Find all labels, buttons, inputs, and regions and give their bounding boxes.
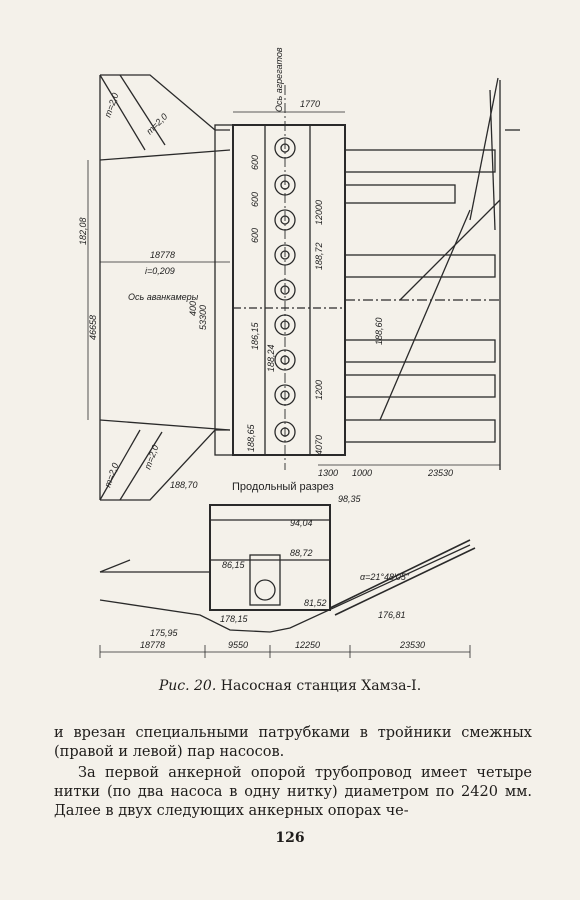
label-elev-94-04: 94,04: [290, 518, 313, 528]
section-title: Продольный разрез: [232, 481, 334, 493]
trash-rack-column: [215, 125, 233, 455]
label-angle: α=21°48'05": [360, 572, 409, 582]
label-dim-1000: 1000: [352, 468, 373, 478]
label-axis-units: Ось агрегатов: [274, 47, 284, 112]
label-dim-18778: 18778: [150, 250, 176, 260]
paragraph-2: За первой анкерной опорой трубопровод имеет четыре нитки (по два насоса в одну нитку) диаметром по 2420 мм. Далее в двух следующих анкерных опорах че-: [54, 765, 532, 819]
label-dim-1200: 1200: [314, 379, 324, 400]
plan-bottom-inner: [100, 420, 230, 430]
label-elev-188-70: 188,70: [170, 480, 198, 490]
label-elev-178-15: 178,15: [220, 614, 248, 624]
label-elev-188-60: 188,60: [374, 317, 384, 345]
label-section-dim-18778: 18778: [140, 640, 166, 650]
label-dim-600-c: 600: [250, 227, 260, 243]
slope-hatch-top-2: [120, 75, 165, 145]
label-slope-top-right: m=2,0: [144, 111, 170, 137]
label-elev-182-08: 182,08: [78, 217, 88, 245]
label-dim-12000: 12000: [314, 199, 324, 225]
label-elev-175-95: 175,95: [150, 628, 178, 638]
label-dim-23530: 23530: [428, 468, 454, 478]
label-axis-chamber: Ось аванкамеры: [128, 292, 199, 302]
figure-caption: [0, 678, 580, 694]
label-dim-4070: 4070: [314, 434, 324, 455]
label-elev-88-72: 88,72: [290, 548, 313, 558]
section-pump-volute: [255, 580, 275, 600]
body-text: [54, 724, 532, 821]
plan-top-inner: [100, 150, 230, 160]
label-elev-188-72: 188,72: [314, 242, 324, 270]
label-elev-86-15: 86,15: [222, 560, 245, 570]
label-elev-188-65: 188,65: [246, 424, 256, 452]
label-elev-188-24: 188,24: [266, 344, 276, 372]
section-slope-left: [100, 560, 130, 572]
label-section-dim-12250: 12250: [295, 640, 321, 650]
label-section-dim-23530: 23530: [400, 640, 426, 650]
label-elev-98-35: 98,35: [338, 494, 361, 504]
label-dim-53300: 53300: [198, 304, 208, 330]
label-dim-1300: 1300: [318, 468, 339, 478]
label-slope-top-left: m=2,0: [102, 91, 121, 119]
paragraph-1: и врезан специальными патрубками в тройники смежных (правой и левой) пар насосов.: [54, 725, 532, 760]
figure-number: Рис. 20.: [158, 678, 217, 694]
label-dim-46658: 46658: [88, 314, 98, 340]
label-elev-81-52: 81,52: [304, 598, 327, 608]
label-slope-bottom: m=2,0: [142, 443, 161, 471]
slope-hatch-bottom-2: [120, 432, 162, 500]
discharge-pipelines: [345, 78, 520, 470]
label-dim-1770: 1770: [300, 99, 321, 109]
section-canal-bed: [100, 545, 470, 632]
label-section-dim-9550: 9550: [228, 640, 249, 650]
label-dim-600-b: 600: [250, 191, 260, 207]
label-dim-400: 400: [188, 300, 198, 316]
label-elev-176-81: 176,81: [378, 610, 406, 620]
label-slope-bottom-left: m=2,0: [102, 461, 121, 489]
plan-view: [88, 75, 520, 500]
label-elev-186-15: 186,15: [250, 322, 260, 350]
figure-title: Насосная станция Хамза-I.: [220, 678, 422, 694]
label-dim-600-a: 600: [250, 154, 260, 170]
page-number: 126: [275, 830, 305, 846]
label-slope-i: i=0,209: [145, 266, 175, 276]
